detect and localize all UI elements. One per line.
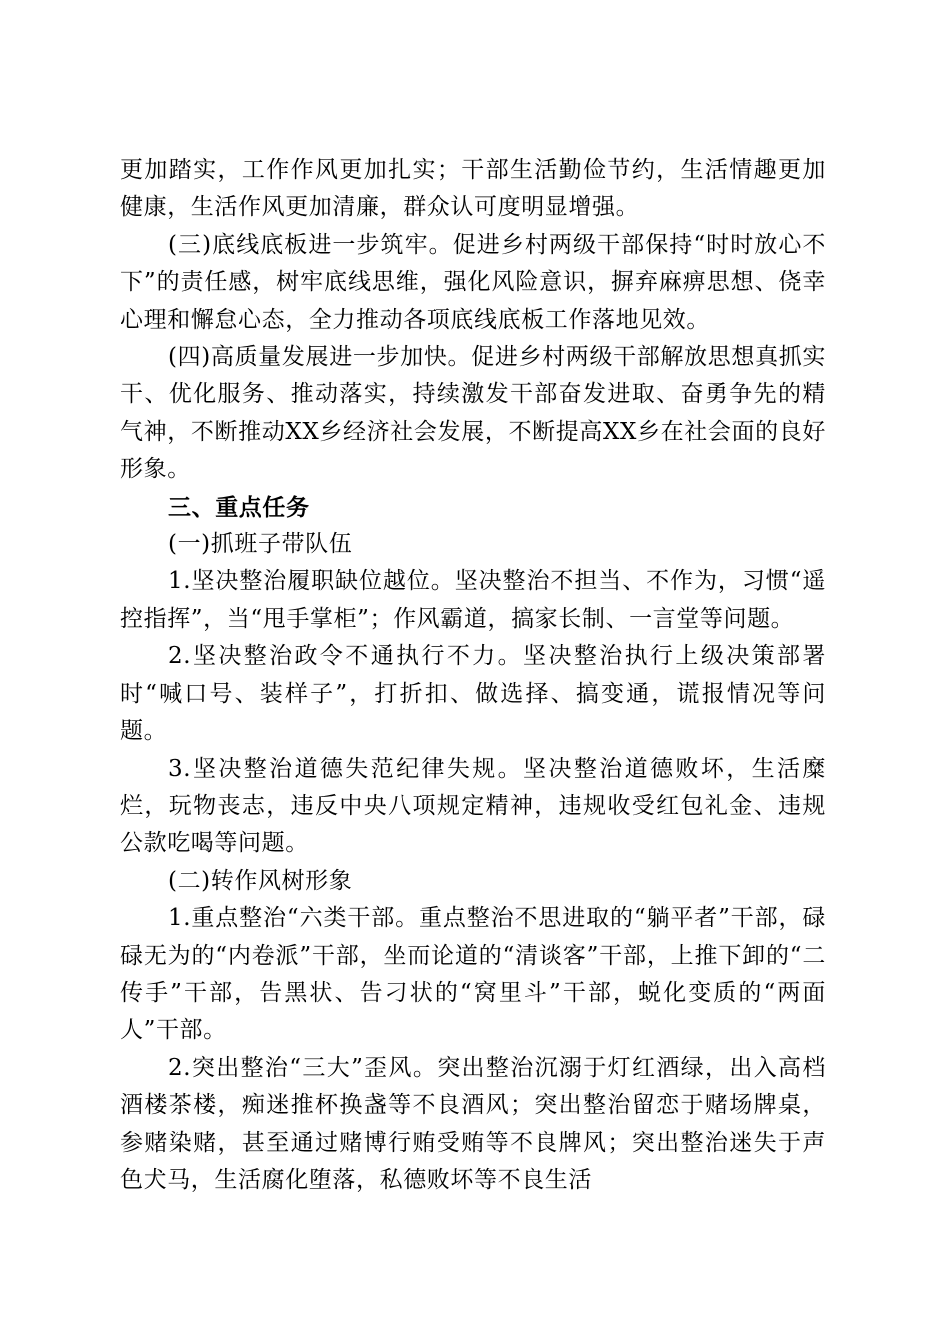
subheading-team-building: (一)抓班子带队伍: [168, 531, 353, 558]
section-heading-key-tasks: 三、重点任务: [168, 493, 310, 521]
paragraph-goal-three: (三)底线底板进一步筑牢。促进乡村两级干部保持“时时放心不下”的责任感，树牢底线思维，强化风险意识，摒弃麻痹思想、侥幸心理和懈怠心态，全力推动各项底线底板工作落地见效。: [120, 231, 826, 333]
paragraph-task-2-1: 1.重点整治“六类干部。重点整治不思进取的“躺平者”干部，碌碌无为的“内卷派”干部，坐而论道的“清谈客”干部，上推下卸的“二传手”干部，告黑状、告刁状的“窝里斗”干部，蜕化变质的“两面人”干部。: [120, 905, 826, 1044]
paragraph-continuation: 更加踏实，工作作风更加扎实；干部生活勤俭节约，生活情趣更加健康，生活作风更加清廉，群众认可度明显增强。: [120, 157, 826, 221]
paragraph-task-1-2: 2.坚决整治政令不通执行不力。坚决整治执行上级决策部署时“喊口号、装样子”，打折扣、做选择、搞变通，谎报情况等问题。: [120, 643, 826, 745]
paragraph-goal-four: (四)高质量发展进一步加快。促进乡村两级干部解放思想真抓实干、优化服务、推动落实，持续激发干部奋发进取、奋勇争先的精气神，不断推动XX乡经济社会发展，不断提高XX乡在社会面的良好形象。: [120, 344, 826, 483]
subheading-work-style: (二)转作风树形象: [168, 867, 353, 894]
document-body: [120, 152, 826, 1199]
paragraph-task-2-2: 2.突出整治“三大”歪风。突出整治沉溺于灯红酒绿，出入高档酒楼茶楼，痴迷推杯换盏等不良酒风；突出整治留恋于赌场牌桌，参赌染赌，甚至通过赌博行贿受贿等不良牌风；突出整治迷失于声色犬马，生活腐化堕落，私德败坏等不良生活: [120, 1054, 826, 1193]
paragraph-task-1-3: 3.坚决整治道德失范纪律失规。坚决整治道德败坏，生活糜烂，玩物丧志，违反中央八项规定精神，违规收受红包礼金、违规公款吃喝等问题。: [120, 755, 826, 857]
paragraph-task-1-1: 1.坚决整治履职缺位越位。坚决整治不担当、不作为，习惯“遥控指挥”，当“甩手掌柜”；作风霸道，搞家长制、一言堂等问题。: [120, 568, 826, 632]
